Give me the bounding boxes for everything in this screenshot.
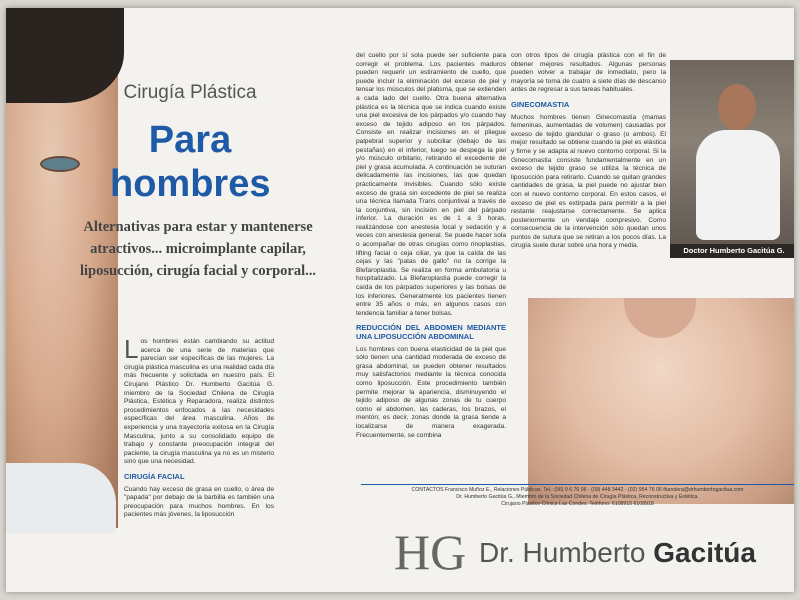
shirt-shape (6, 463, 116, 533)
article-title (110, 118, 270, 206)
photo-caption: Doctor Humberto Gacitúa G. (670, 244, 794, 258)
heading-ginecomastia: GINECOMASTIA (511, 99, 570, 109)
col3-body-1: con otros tipos de cirugía plástica con el fin de obtener mejores resultados. Algunas personas pueden volver a trabajar de inmediato, pero la mayoría se toma de cuatro a siete días de descanso antes de regresar a sus tareas habituales. (511, 52, 666, 94)
contact-line-3: Cirujano Plástico Clínica Las Condes. Teléfono: 6108915 6108918 (501, 501, 654, 507)
title-line-2: hombres (110, 163, 271, 205)
col2-body-2: Los hombres con buena elasticidad de la piel que sólo tienen una cantidad moderada de exceso de grasa abdominal, se pueden obtener resultados muy satisfactorios mediante la técnica conocida como liposucción. Este procedimiento también permite mejorar la apariencia, disminuyendo el tejido adiposo de algunas zonas de tu cuerpo como el abdomen, las caderas, los brazos, el mentón; es decir, zonas donde la grasa tiende a localizarse de manera exagerada. Frecuentemente, se combina (356, 345, 506, 439)
contact-block (361, 484, 794, 508)
article-subtitle: Alternativas para estar y mantenerse atractivos... microimplante capilar, liposucción, cirugía facial y corporal... (79, 219, 316, 279)
logo-name-regular: Dr. Humberto (479, 537, 654, 568)
column-3 (511, 52, 666, 251)
neck-shape (624, 298, 696, 338)
contact-line-2: Dr. Humberto Gacitúa G., Miembro de la Sociedad Chilena de Cirugía Plástica, Reconstructiva y Estética. (456, 494, 699, 500)
brand-logo (384, 523, 784, 583)
col3-body-2: Muchos hombres tienen Ginecomastia (mamas femeninas, aumentadas de volumen) causadas por exceso de tejido glandular o graso (o ambos). El mejor resultado se obtiene cuando la piel es elástica y firme y se adapta al nuevo contorno corporal. Si la Ginecomastia consiste fundamentalmente en un exceso de tejido graso se utiliza la técnica de liposucción para retirarlo. Cuando se quitan grandes cantidades de grasa, la piel puede no ajustar bien con el nuevo contorno corporal. En estos casos, el exceso de piel es extirpada para permitir a la piel restante reajustarse correctamente. Se aplica posteriormente un vendaje compresivo. Como consecuencia de la intervención sólo quedan unos puntos de sutura que se retiran a los pocos días. La cirugía suele durar sobre una hora y media. (511, 113, 666, 250)
doctor-portrait-photo (670, 60, 794, 258)
section-kicker: Cirugía Plástica (123, 82, 257, 103)
drop-cap: L (124, 334, 139, 364)
intro-text: os hombres están cambiando su actitud acerca de una serie de materias que parecían ser específicas de las mujeres. La cirugía plástica masculina es una realidad cada día más frecuente y solicitada en nuestro país. El Cirujano Plástico Dr. Humberto Gacitúa G. miembro de la Sociedad Chilena de Cirugía Plástica, Estética y Reparadora, realiza distintos procedimientos enfocados a las necesidades específicas del área masculina. Años de experiencia y una trayectoria exitosa en la Cirugía Masculina, junto a su consolidado equipo de trabajo y constante preocupación integral del paciente, la cirugía masculina ya no es un misterio sino que una necesidad. (124, 338, 274, 466)
logo-monogram: HG (394, 524, 467, 580)
hair-shape (6, 8, 124, 103)
male-back-photo (528, 298, 794, 504)
heading-liposuccion: REDUCCIÓN DEL ABDOMEN MEDIANTE UNA LIPOSUCCIÓN ABDOMINAL (356, 323, 506, 341)
contact-line-1: CONTACTOS Francisco Muñoz E., Relaciones Públicas. Tel.: (56) 9 6 76 06 - (09) 448 3442 - (02) 954 76 06 fbandera@drhumbertogacitua.com (411, 487, 744, 493)
title-line-1: Para (148, 119, 232, 161)
column-2 (356, 52, 506, 440)
doctor-body-shape (696, 130, 780, 240)
column-1 (124, 334, 274, 520)
doctor-head-shape (718, 84, 756, 130)
logo-name (479, 537, 756, 569)
col1-body: Cuando hay exceso de grasa en cuello, o área de "papada" por debajo de la barbilla es también una preocupación para muchos hombres. En los pacientes más jóvenes, la liposucción (124, 485, 274, 519)
heading-cirugia-facial: CIRUGÍA FACIAL (124, 471, 185, 481)
magazine-page (6, 8, 794, 592)
logo-name-bold: Gacitúa (653, 537, 756, 568)
eye-shape (40, 156, 80, 172)
col2-body-1: del cuello por sí sola puede ser suficiente para corregir el problema. Los pacientes maduros pueden requerir un estiramiento de cuello, que puede incluir la eliminación del exceso de piel y tensar los músculos del platisma, que se extienden a cada lado del cuello. Otra buena alternativa plástica es la técnica que se indica cuando existe una piel excesiva de los párpados y/o cuando hay exceso de tejido adiposo en los párpados. Consiste en realizar incisiones en el pliegue palpebral superior y subciliar (debajo de las pestañas) en el inferior, luego se despega la piel y/o músculo orbitario, retirando el excedente de piel y grasa acumulada. A continuación se suturan delicadamente las incisiones, las que quedan prácticamente invisibles. Cuando sólo existe exceso de grasa sin excedente de piel se realiza una técnica llamada Trans conjuntival a través de la conjuntiva, sin incisión en piel del párpado inferior. La duración es de 1 a 3 horas, realizándose con anestesia local y sedación y a veces con anestesia general. Se puede hacer sola o acompañar de otras cirugías como rinoplastias, lifting facial o ceja ciliar, ya que la caída de las cejas y las "patas de gallo" no la corrige la Blefaroplastia. Se realiza en forma ambulatoria u hospitalizado. La Blefaroplastia puede corregir la caída de los párpados superiores y las bolsas de los inferiores. Generalmente los pacientes tienen entre 35 años o más, en algunos casos con tendencia familiar a tener bolsas. (356, 52, 506, 317)
